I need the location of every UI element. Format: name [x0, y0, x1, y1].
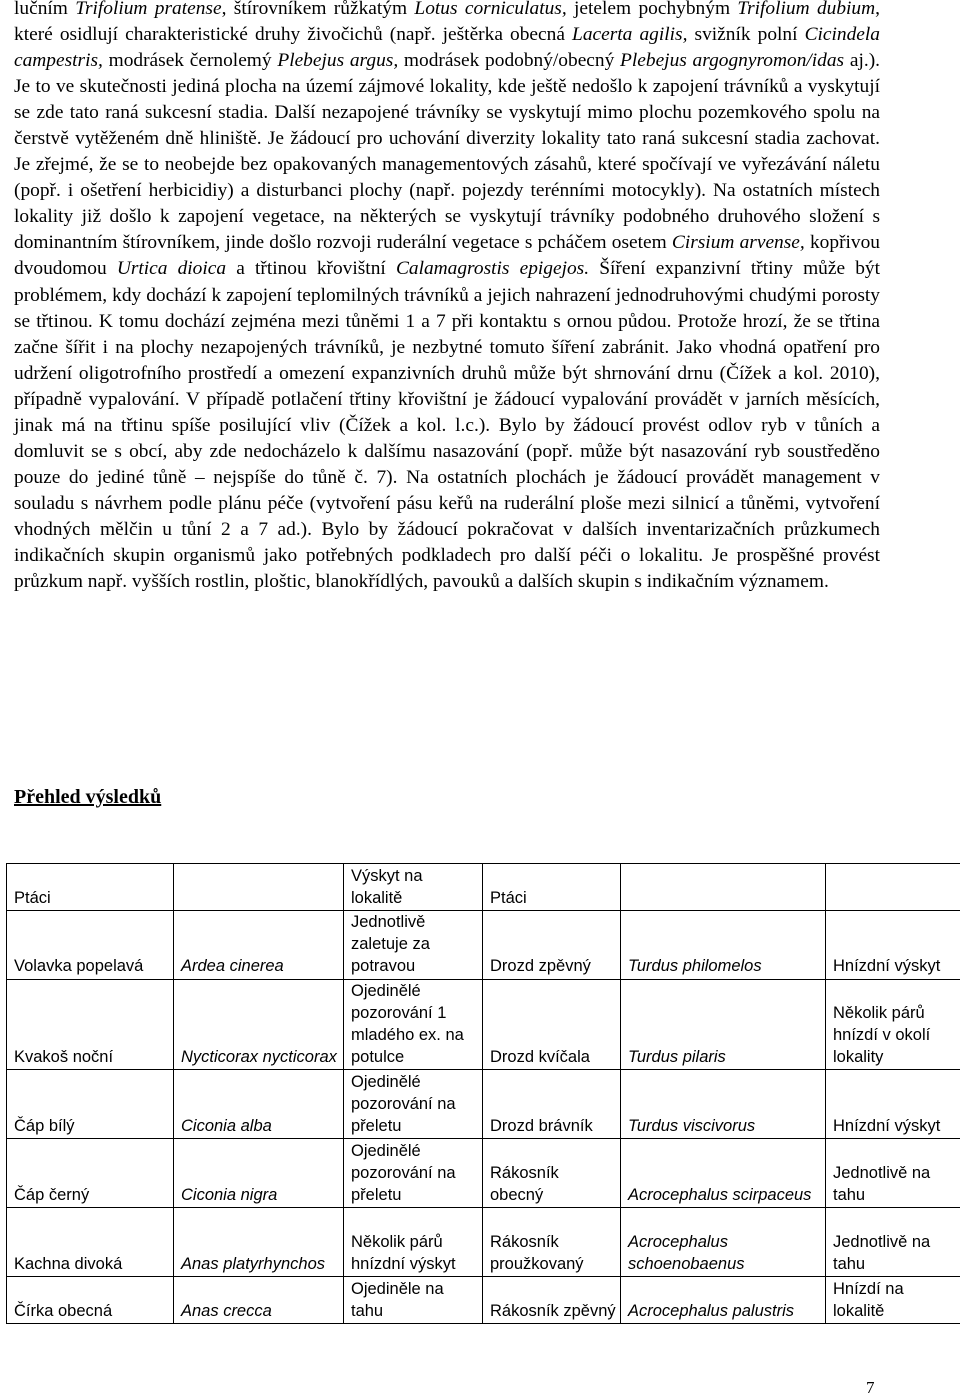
latin-name-cell: Acrocephalus scirpaceus — [621, 1139, 826, 1208]
latin-name: Cicindela campestris, — [14, 24, 880, 71]
text-run: Šíření expanzivní třtiny může být problémem, kdy dochází k zapojení teplomilných trávníků a jejich nahrazení jednodruhovými chudými porosty se třtinou. K tomu dochází zejména mezi tůněmi 1 a 7 při kontaktu s ornou půdou. Protože hrozí, že se třtina začne šířit i na plochy nezapojených trávníků, je nezbytné tomuto šíření zabránit. Jako vhodná opatření pro udržení oligotrofního prostředí a omezení expanzivních druhů může být shrnování drnu (Čížek a kol. 2010), případně vypalování. V případě potlačení třtiny křovištní je žádoucí vypalování provádět v jarních měsících, jinak má na třtinu spíše posilující vliv (Čížek a kol. l.c.). Bylo by žádoucí provést odlov ryb v tůních a domluvit se s obcí, aby zde nedocházelo k dalšímu nasazování (popř. může být nasazování ryb soustředěno pouze do jediné tůně – nejspíše do tůně č. 7). Na ostatních plochách je žádoucí provádět management v souladu s návrhem podle plánu péče (vytvoření pásu keřů na ruderální ploše mezi silnicí a tůněmi, vytvoření vhodných mělčin u tůní 2 a 7 ad.). Bylo by žádoucí pokračovat v dalších inventarizačních průzkumech indikačních skupin organismů jako potřebných podkladech pro další péči o lokalitu. Je prospěšné provést průzkum např. vyšších rostlin, ploštic, blanokřídlých, pavouků a dalších skupin s indikačním významem. — [14, 258, 880, 592]
latin-name-cell: Turdus pilaris — [621, 979, 826, 1070]
occurrence-cell: Několik párů hnízdní výskyt — [344, 1208, 483, 1277]
latin-name-cell: Ardea cinerea — [174, 911, 344, 980]
occurrence-cell: Ojedinělé pozorování na přeletu — [344, 1070, 483, 1139]
birds-table — [6, 863, 960, 1324]
czech-name-cell: Kvakoš noční — [7, 979, 174, 1070]
latin-name: Urtica dioica — [117, 258, 226, 279]
occurrence-cell: Ojedinělé pozorování 1 mladého ex. na potulce — [344, 979, 483, 1070]
czech-name-cell: Rákosník proužkovaný — [483, 1208, 621, 1277]
czech-name-cell: Kachna divoká — [7, 1208, 174, 1277]
latin-name: Plebejus argognyromon/idas — [620, 50, 844, 71]
header-cell: Ptáci — [7, 864, 174, 911]
header-cell: Výskyt na lokalitě — [344, 864, 483, 911]
text-run: svižník polní — [687, 24, 804, 45]
text-run: aj.). Je to ve skutečnosti jediná plocha na území zájmové lokality, kde ještě nedošlo k zapojení trávníků a vyskytují se zde tato raná sukcesní stadia. Další nezapojené trávníky se vyskytují mimo plochu pozemkového spolu na čerstvě vytěženém dně hliniště. Je žádoucí pro uchování diverzity lokality tato raná sukcesní stadia zachovat. Je zřejmé, že se to neobejde bez opakovaných managementových zásahů, které spočívají ve vyřezávání náletu (popř. i ošetření herbicidiy) a disturbanci plochy (např. pojezdy terénními motocykly). Na ostatních místech lokality již došlo k zapojení vegetace, na některých se vyskytují trávníky podobného druhového složení s dominantním štírovníkem, jinde došlo rozvoji ruderální vegetace s pcháčem osetem — [14, 50, 880, 253]
czech-name-cell: Čáp černý — [7, 1139, 174, 1208]
occurrence-cell: Jednotlivě zaletuje za potravou — [344, 911, 483, 980]
latin-name: Trifolium dubium — [737, 0, 875, 19]
occurrence-cell: Několik párů hnízdí v okolí lokality — [826, 979, 960, 1070]
czech-name-cell: Čírka obecná — [7, 1277, 174, 1324]
table-row — [7, 1277, 960, 1324]
text-run: a třtinou křovištní — [226, 258, 396, 279]
czech-name-cell: Drozd zpěvný — [483, 911, 621, 980]
latin-name: Lotus corniculatus, — [414, 0, 566, 19]
latin-name-cell: Anas platyrhynchos — [174, 1208, 344, 1277]
table-row — [7, 1208, 960, 1277]
header-cell — [826, 864, 960, 911]
latin-name-cell: Turdus viscivorus — [621, 1070, 826, 1139]
latin-name-cell: Nycticorax nycticorax — [174, 979, 344, 1070]
occurrence-cell: Ojediněle na tahu — [344, 1277, 483, 1324]
text-run: modrásek podobný/obecný — [398, 50, 620, 71]
occurrence-cell: Hnízdní výskyt — [826, 1070, 960, 1139]
latin-name-cell: Acrocephalus palustris — [621, 1277, 826, 1324]
latin-name-cell: Ciconia alba — [174, 1070, 344, 1139]
czech-name-cell: Volavka popelavá — [7, 911, 174, 980]
table-header-row — [7, 864, 960, 911]
text-run: modrásek černolemý — [103, 50, 277, 71]
latin-name: Lacerta agilis, — [572, 24, 687, 45]
czech-name-cell: Drozd brávník — [483, 1070, 621, 1139]
latin-name-cell: Ciconia nigra — [174, 1139, 344, 1208]
table-row — [7, 979, 960, 1070]
czech-name-cell: Rákosník obecný — [483, 1139, 621, 1208]
header-cell: Ptáci — [483, 864, 621, 911]
body-paragraph — [14, 0, 880, 595]
header-cell — [174, 864, 344, 911]
table-row — [7, 1139, 960, 1208]
latin-name-cell: Acrocephalus schoenobaenus — [621, 1208, 826, 1277]
page-number: 7 — [866, 1378, 875, 1398]
czech-name-cell: Rákosník zpěvný — [483, 1277, 621, 1324]
occurrence-cell: Ojedinělé pozorování na přeletu — [344, 1139, 483, 1208]
latin-name: Calamagrostis epigejos. — [396, 258, 589, 279]
latin-name-cell: Turdus philomelos — [621, 911, 826, 980]
header-cell — [621, 864, 826, 911]
occurrence-cell: Hnízdní výskyt — [826, 911, 960, 980]
section-heading: Přehled výsledků — [14, 786, 161, 809]
latin-name: Trifolium pratense — [75, 0, 221, 19]
text-run: , štírovníkem růžkatým — [222, 0, 415, 19]
czech-name-cell: Čáp bílý — [7, 1070, 174, 1139]
text-run: jetelem pochybným — [567, 0, 738, 19]
text-run: , které osidlují charakteristické druhy živočichů (např. ještěrka obecná — [14, 0, 880, 45]
occurrence-cell: Jednotlivě na tahu — [826, 1139, 960, 1208]
occurrence-cell: Jednotlivě na tahu — [826, 1208, 960, 1277]
latin-name-cell: Anas crecca — [174, 1277, 344, 1324]
occurrence-cell: Hnízdí na lokalitě — [826, 1277, 960, 1324]
text-run: lučním — [14, 0, 75, 19]
latin-name: Cirsium arvense, — [672, 232, 805, 253]
table-row — [7, 1070, 960, 1139]
latin-name: Plebejus argus, — [277, 50, 398, 71]
table-row — [7, 911, 960, 980]
text-run: kopřivou dvoudomou — [14, 232, 880, 279]
czech-name-cell: Drozd kvíčala — [483, 979, 621, 1070]
